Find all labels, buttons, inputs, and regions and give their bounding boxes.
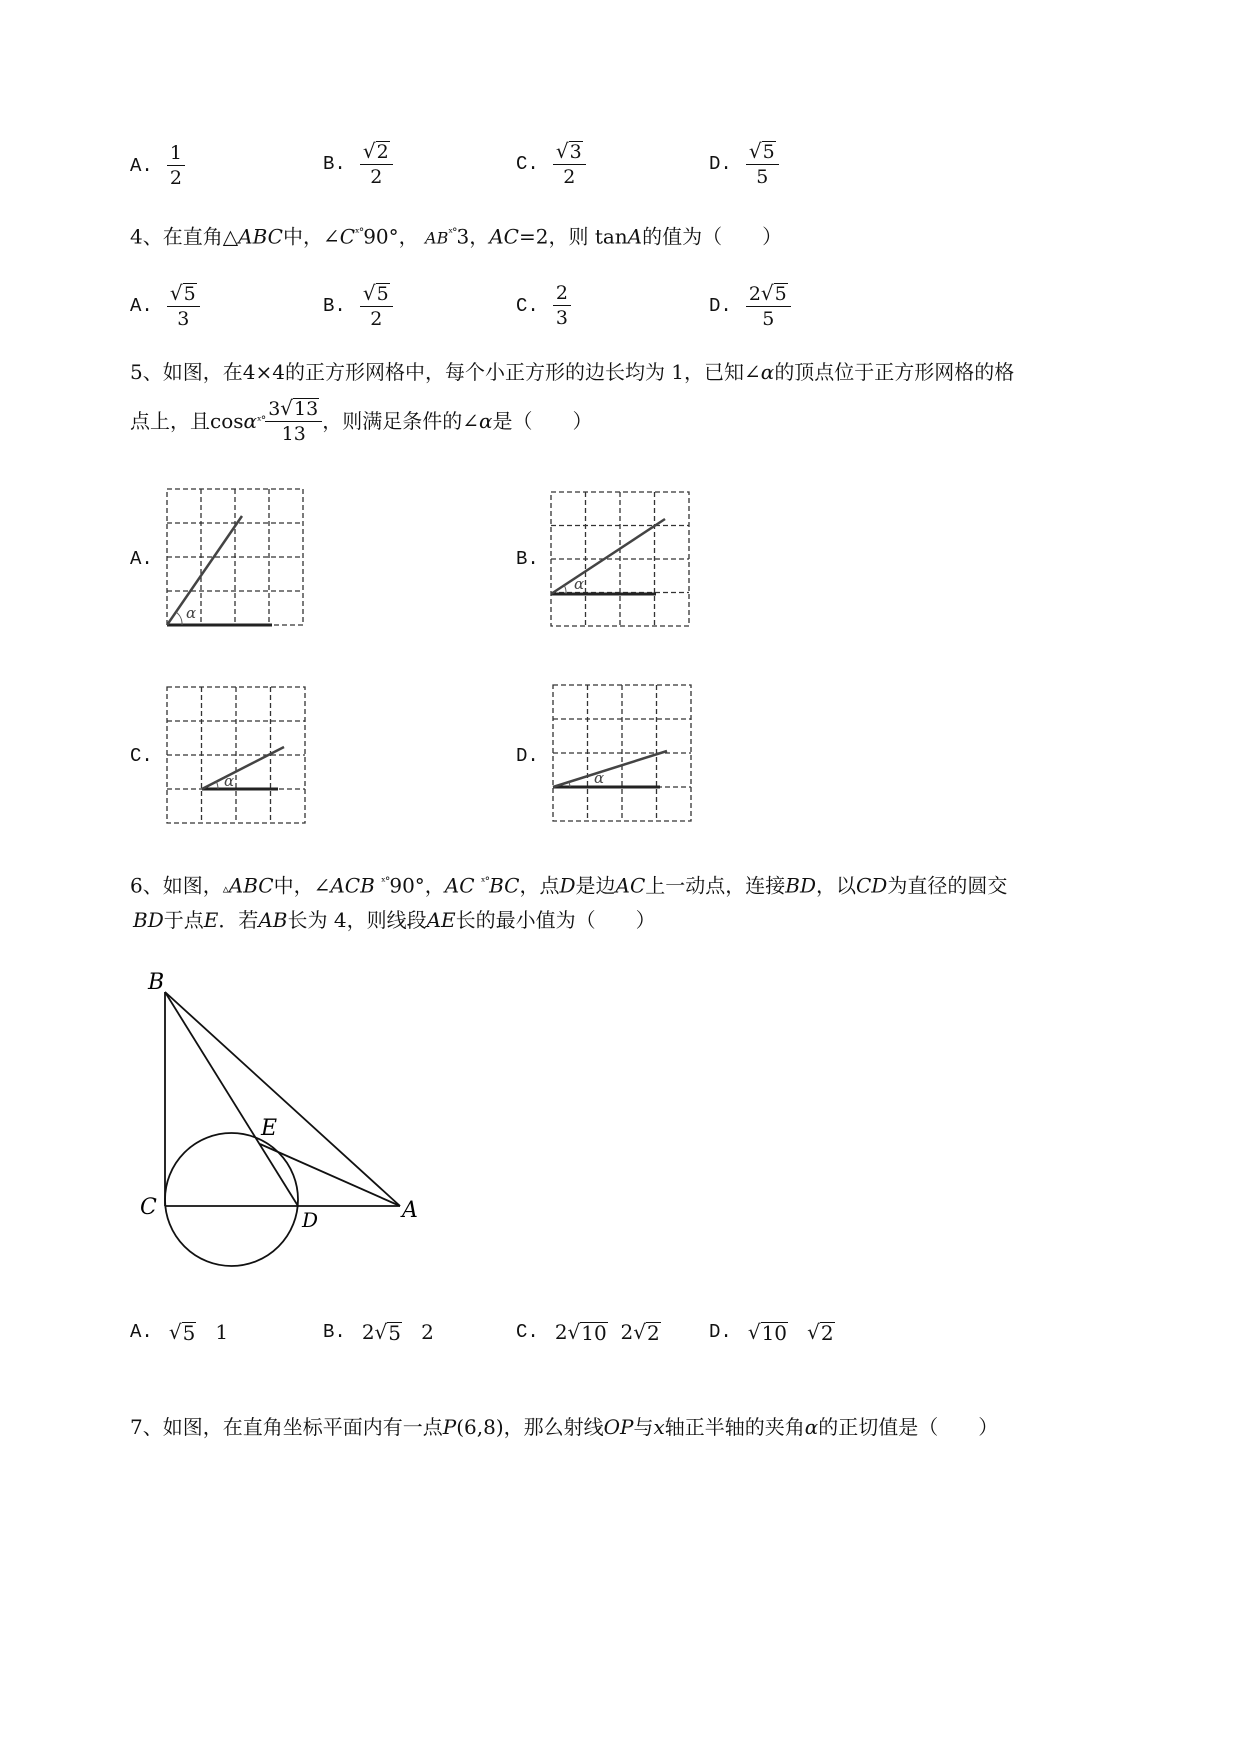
option-label: D. <box>709 153 732 175</box>
option-label: D. <box>709 1321 732 1343</box>
option-label: B. <box>323 153 346 175</box>
angle-ray <box>167 516 242 625</box>
q5-option-b-label[interactable]: B. <box>516 548 539 570</box>
option-label: A. <box>130 295 153 317</box>
point-c-label: C <box>140 1195 157 1220</box>
q4-option-b[interactable] <box>323 282 393 330</box>
triangle-circle-figure <box>130 965 430 1275</box>
numerator: 1 <box>167 142 185 166</box>
denominator: 2 <box>563 166 576 188</box>
question-5-stem-line1: 5、如图，在4×4的正方形网格中，每个小正方形的边长均为 1，已知∠α的顶点位于正方形网格的格 <box>130 360 1015 384</box>
q4-option-c[interactable] <box>516 282 571 329</box>
option-label: C. <box>516 294 539 317</box>
option-label: A. <box>130 1321 153 1343</box>
fraction: √ 5 2 <box>360 282 393 330</box>
q6-option-c[interactable]: C. 2 √ 10 2 √ 2 <box>516 1320 660 1345</box>
question-6-stem-line1: 6、如图，▵ABC中，∠ACB $^{ˣ^\circ}$90°，AC $^{ˣ^\circ}$BC，点D是边AC上一动点，连接BD，以CD为直径的圆交 <box>130 873 1008 898</box>
question-7-stem: 7、如图，在直角坐标平面内有一点P(6,8)，那么射线OP与x轴正半轴的夹角α的正切值是（ ） <box>130 1415 999 1439</box>
denominator: 2 <box>169 167 182 189</box>
fraction <box>167 142 185 189</box>
fraction: √ 5 5 <box>746 140 779 188</box>
angle-ray <box>551 519 665 594</box>
grid-figure-c[interactable] <box>166 686 308 826</box>
q5-option-d-label[interactable]: D. <box>516 745 539 767</box>
denominator: 5 <box>756 166 769 188</box>
angle-arc <box>176 612 182 625</box>
fraction: √ 2 2 <box>360 140 393 188</box>
question-6-stem-line2: BD于点E．若AB长为 4，则线段AE长的最小值为（ ） <box>133 908 656 932</box>
point-b-label: B <box>148 970 165 995</box>
fraction: 3 √ 13 13 <box>265 397 322 445</box>
fraction: √ 3 2 <box>553 140 586 188</box>
q3-option-d[interactable] <box>709 140 779 188</box>
q6-option-d[interactable]: D. √ 10 √ 2 <box>709 1320 834 1345</box>
option-label: C. <box>516 153 539 175</box>
q4-option-a[interactable] <box>130 282 200 330</box>
point-e-label: E <box>261 1116 278 1141</box>
radicand: 5 <box>762 141 775 163</box>
broken-glyph: ˣ° <box>355 226 364 239</box>
alpha-label: α <box>224 772 235 790</box>
q3-option-b[interactable] <box>323 140 393 188</box>
q4-option-d[interactable] <box>709 282 791 330</box>
option-label: B. <box>323 1321 346 1343</box>
denominator: 2 <box>370 166 383 188</box>
fraction: √ 5 3 <box>167 282 200 330</box>
question-5-stem-line2: 点上，且 cos α ˣ° 3 √ 13 13 ，则满足条件的∠ α 是（ ） <box>130 396 593 445</box>
grid-figure-a[interactable] <box>166 488 306 628</box>
angle-ray <box>202 747 284 789</box>
q6-option-b[interactable]: B. 2 √ 5 2 <box>323 1320 434 1345</box>
q5-option-c-label[interactable]: C. <box>130 745 153 767</box>
grid-figure-d[interactable] <box>552 684 694 824</box>
fraction: $\frac{2}{3}$ <box>553 282 571 329</box>
q5-option-a-label[interactable]: A. <box>130 548 153 570</box>
grid-figure-b[interactable] <box>550 491 692 629</box>
point-d-label: D <box>302 1208 319 1232</box>
option-label: D. <box>709 295 732 317</box>
radicand: 3 <box>569 141 582 163</box>
q6-option-a[interactable]: A. √ 5 1 <box>130 1320 229 1345</box>
q3-option-c[interactable] <box>516 140 586 188</box>
q3-option-a[interactable] <box>130 142 185 189</box>
option-label: C. <box>516 1321 539 1343</box>
option-label: B. <box>323 295 346 317</box>
alpha-label: α <box>186 604 197 622</box>
question-4-stem: 4、在直角△ABC中，$\angle C^{ˣ^\circ}90^\circ$， $AB^{ˣ^\circ}3$，AC=2，则 tanA的值为（ ） <box>130 224 783 249</box>
alpha-label: α <box>594 769 605 787</box>
fraction: 2 √ 5 5 <box>746 282 791 330</box>
alpha-label: α <box>574 575 585 593</box>
point-a-label: A <box>402 1198 418 1223</box>
radicand: 2 <box>376 141 389 163</box>
option-label: A. <box>130 154 153 177</box>
angle-ray <box>553 751 667 787</box>
